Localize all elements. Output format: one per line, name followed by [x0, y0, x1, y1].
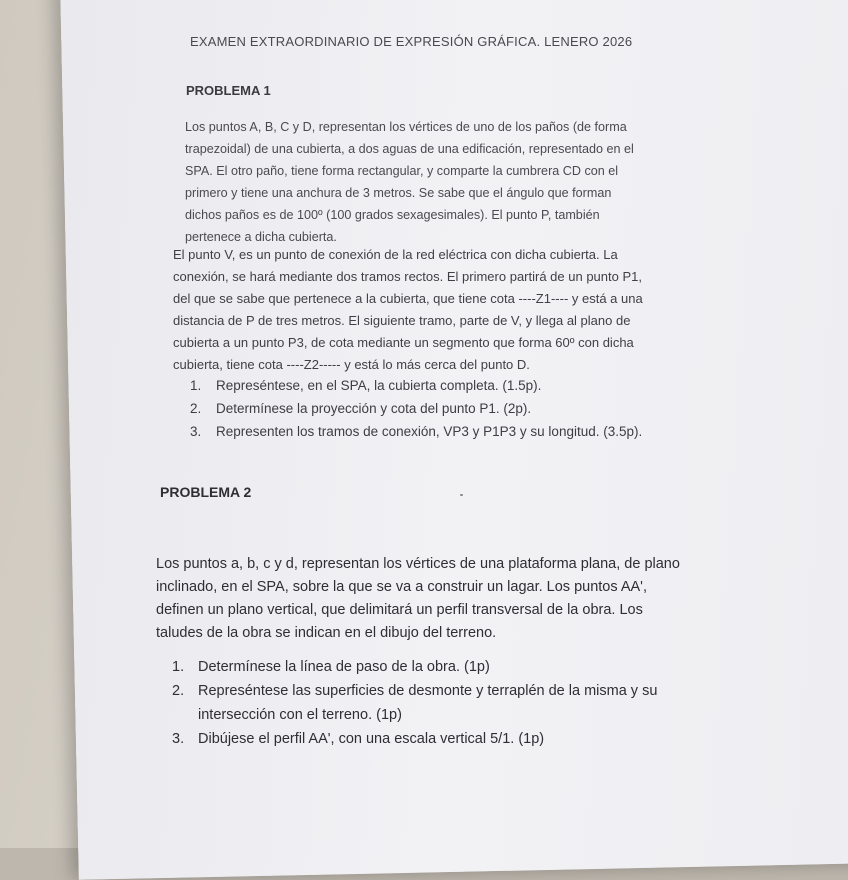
- list-item: [190, 374, 642, 397]
- paragraph-line: pertenece a dicha cubierta.: [185, 230, 337, 244]
- problem-2-title: PROBLEMA 2: [160, 484, 252, 500]
- item-text: Dibújese el perfil AA', con una escala vertical 5/1. (1p): [198, 731, 545, 747]
- item-number: 3.: [190, 424, 202, 439]
- list-item: [172, 679, 657, 703]
- paragraph-line: Los puntos A, B, C y D, representan los vértices de uno de los paños (de forma: [185, 120, 627, 134]
- paragraph-line: taludes de la obra se indican en el dibujo del terreno.: [156, 625, 497, 641]
- item-text: Determínese la línea de paso de la obra. (1p): [198, 659, 490, 675]
- item-number: 1.: [172, 659, 185, 675]
- exam-header: EXAMEN EXTRAORDINARIO DE EXPRESIÓN GRÁFICA. LENERO 2026: [190, 34, 633, 49]
- item-number: 2.: [172, 683, 185, 699]
- paragraph-line: Los puntos a, b, c y d, representan los vértices de una plataforma plana, de plano: [156, 556, 680, 572]
- list-item: [172, 727, 657, 751]
- item-text: Determínese la proyección y cota del punto P1. (2p).: [216, 401, 532, 416]
- paragraph-line: definen un plano vertical, que delimitará un perfil transversal de la obra. Los: [156, 602, 643, 618]
- item-text: intersección con el terreno. (1p): [198, 707, 402, 723]
- paragraph-line: inclinado, en el SPA, sobre la que se va a construir un lagar. Los puntos AA',: [156, 579, 647, 595]
- list-item-continuation: [172, 703, 657, 727]
- list-item: [190, 420, 642, 443]
- list-item: [190, 397, 642, 420]
- problem-2-list: [172, 655, 657, 751]
- paragraph-line: distancia de P de tres metros. El siguiente tramo, parte de V, y llega al plano de: [173, 313, 631, 328]
- paragraph-line: conexión, se hará mediante dos tramos rectos. El primero partirá de un punto P1,: [173, 269, 642, 284]
- paragraph-line: dichos paños es de 100º (100 grados sexagesimales). El punto P, también: [185, 208, 600, 222]
- problem-1-list: [190, 374, 642, 443]
- item-number: 2.: [190, 401, 202, 416]
- item-text: Represéntese, en el SPA, la cubierta completa. (1.5p).: [216, 378, 542, 393]
- problem-1-paragraph-2: [173, 244, 643, 376]
- paragraph-line: El punto V, es un punto de conexión de la red eléctrica con dicha cubierta. La: [173, 247, 618, 262]
- paragraph-line: del que se sabe que pertenece a la cubierta, que tiene cota ----Z1---- y está a una: [173, 291, 643, 306]
- paragraph-line: primero y tiene una anchura de 3 metros. Se sabe que el ángulo que forman: [185, 186, 612, 200]
- item-number: 3.: [172, 731, 185, 747]
- paragraph-line: trapezoidal) de una cubierta, a dos aguas de una edificación, representado en el: [185, 142, 634, 156]
- paper-speck: [460, 494, 463, 496]
- paragraph-line: cubierta a un punto P3, de cota mediante un segmento que forma 60º con dicha: [173, 335, 634, 350]
- problem-1-title: PROBLEMA 1: [186, 83, 271, 98]
- problem-1-paragraph-1: [185, 116, 634, 248]
- item-number: 1.: [190, 378, 202, 393]
- paragraph-line: SPA. El otro paño, tiene forma rectangular, y comparte la cumbrera CD con el: [185, 164, 619, 178]
- item-text: Representen los tramos de conexión, VP3 y P1P3 y su longitud. (3.5p).: [216, 424, 643, 439]
- item-text: Represéntese las superficies de desmonte y terraplén de la misma y su: [198, 683, 658, 699]
- paragraph-line: cubierta, tiene cota ----Z2----- y está lo más cerca del punto D.: [173, 357, 530, 372]
- list-item: [172, 655, 657, 679]
- problem-2-paragraph: [156, 553, 680, 645]
